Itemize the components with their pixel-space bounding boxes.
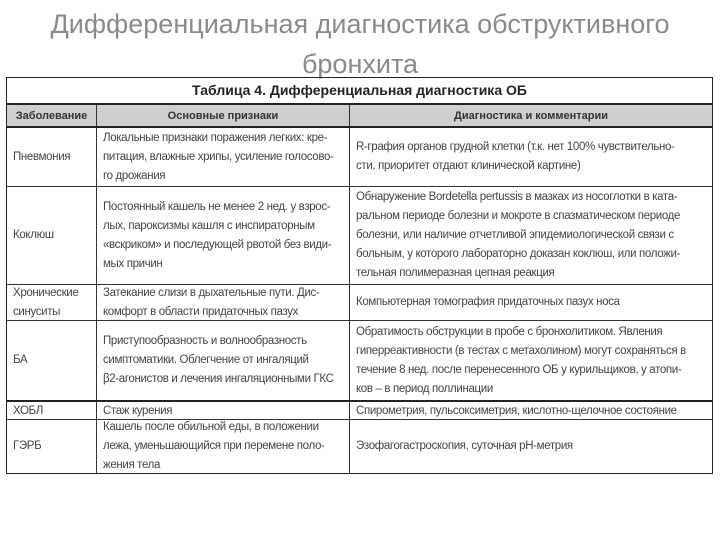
cell-line: Коклюш [13,229,54,241]
disease-cell [7,128,97,186]
table-caption: Таблица 4. Дифференциальная диагностика ОБ [7,78,712,105]
table-row [7,187,712,285]
diagnostics-cell [350,187,712,284]
slide-title-line: бронхита [301,49,419,79]
cell-line: Стаж курения [103,404,173,417]
signs-cell [97,420,350,473]
cell-line: ХОБЛ [13,404,43,417]
cell-line: ков – в период поллинации [356,382,493,395]
signs-cell [97,187,350,284]
table-header-row [7,105,712,128]
cell-line: лежа, уменьшающийся при перемене поло- [103,440,325,452]
signs-cell [97,402,350,419]
disease-cell [7,187,97,284]
diagnostics-cell [350,321,712,400]
diagnostics-cell [350,285,712,320]
slide-title-line: Дифференциальная диагностика обструктивного [50,9,670,39]
cell-line: жения тела [103,459,161,471]
table-row [7,128,712,187]
cell-line: БА [13,354,28,366]
cell-line: ральном периоде болезни и мокроте в спазматическом периоде [356,210,681,222]
diagnostics-cell [350,402,712,419]
cell-line: Эзофагогастроскопия, суточная pH-метрия [356,440,573,452]
cell-line: R-графия органов грудной клетки (т.к. нет 100% чувствительно- [356,141,675,153]
signs-cell [97,128,350,186]
diagnostics-cell [350,420,712,473]
disease-cell [7,285,97,320]
cell-line: лых, пароксизмы кашля с инспираторным [103,219,315,232]
disease-cell [7,420,97,473]
cell-line: Затекание слизи в дыхательные пути. Дис- [103,286,320,299]
cell-line: мых причин [103,257,163,270]
header-disease: Заболевание [7,105,97,126]
table-row [7,420,712,473]
cell-line: питация, влажные хрипы, усиление голосово- [103,150,334,163]
cell-line: Хронические [13,286,79,299]
cell-line: Обнаружение Bordetella pertussis в мазках из носоглотки в ката- [356,191,678,203]
disease-cell [7,402,97,419]
cell-line: Пневмония [13,150,71,163]
cell-line: симптоматики. Облегчение от ингаляций [103,354,309,366]
cell-line: синуситы [13,305,61,318]
cell-line: Спирометрия, пульсоксиметрия, кислотно-щелочное состояние [356,404,677,417]
header-diagnostics: Диагностика и комментарии [454,109,608,122]
cell-line: Локальные признаки поражения легких: кре- [103,131,328,144]
cell-line: гиперреактивности (в тестах с метахолином) могут сохраняться в [356,344,686,357]
cell-line: комфорт в области придаточных пазух [103,305,299,318]
disease-cell [7,321,97,400]
signs-cell [97,285,350,320]
slide-title [0,4,720,84]
cell-line: Приступообразность и волнообразность [103,335,307,347]
cell-line: больным, у которого лабораторно доказан коклюш, или положи- [356,248,681,260]
signs-cell [97,321,350,400]
table-row [7,321,712,402]
cell-line: течение 8 нед. после перенесенного ОБ у курильщиков, у атопи- [356,363,682,376]
cell-line: Компьютерная томография придаточных пазух носа [356,296,620,308]
header-signs: Основные признаки [97,105,350,126]
cell-line: го дрожания [103,169,166,182]
differential-diagnosis-table [6,77,713,474]
cell-line: болезни, или наличие отчетливой эпидемиологической связи с [356,229,674,241]
cell-line: «вскриком» и последующей рвотой без види- [103,238,332,251]
cell-line: тельная полимеразная цепная реакция [356,267,555,279]
cell-line: сти, приоритет отдают клинической картине) [356,160,581,172]
diagnostics-cell [350,128,712,186]
table-row [7,285,712,321]
cell-line: Кашель после обильной еды, в положении [103,421,319,433]
cell-line: Постоянный кашель не менее 2 нед. у взрос- [103,200,331,213]
cell-line: β2-агонистов и лечения ингаляционными ГКС [103,373,334,385]
cell-line: ГЭРБ [13,440,42,452]
cell-line: Обратимость обструкции в пробе с бронхолитиком. Явления [356,325,663,338]
